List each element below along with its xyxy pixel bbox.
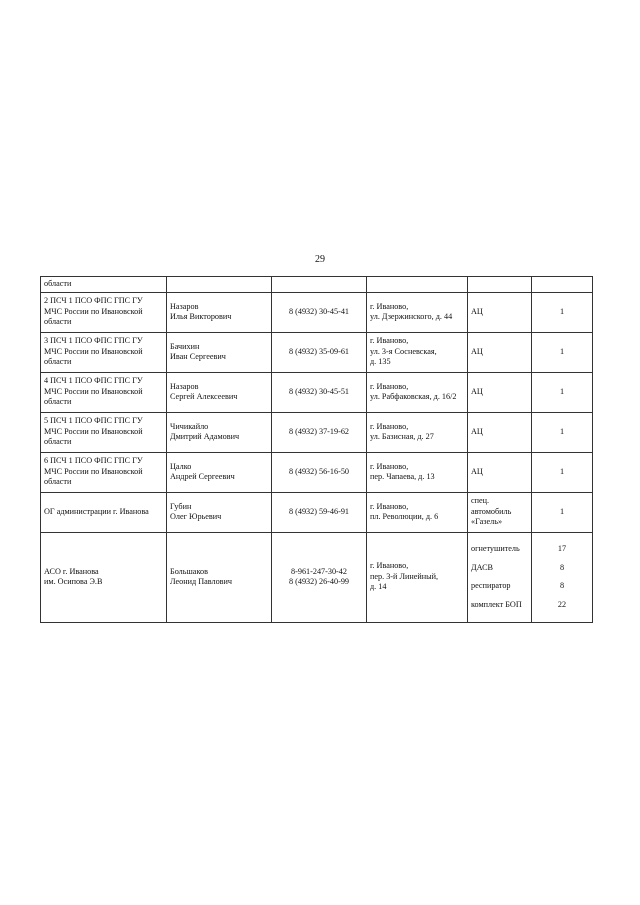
organization-line: МЧС России по Ивановской — [44, 386, 143, 396]
equipment-cell — [468, 532, 532, 622]
organization-line: области — [44, 477, 72, 487]
responsible-person-cell — [167, 412, 272, 452]
address-cell — [367, 412, 468, 452]
quantity-cell — [532, 292, 593, 332]
organization-cell — [41, 492, 167, 532]
phone-line: 8 (4932) 30-45-41 — [288, 306, 350, 316]
phone-line: 8 (4932) 56-16-50 — [288, 466, 350, 476]
address-line: пер. 3-й Линейный, — [370, 571, 439, 581]
equipment-line: АЦ — [471, 386, 483, 396]
quantity-cell — [532, 412, 593, 452]
equipment-line: автомобиль — [471, 506, 512, 516]
organization-line: МЧС России по Ивановской — [44, 306, 143, 316]
equipment-line: АЦ — [471, 306, 483, 316]
responsible-person-line: Сергей Алексеевич — [170, 392, 238, 401]
phone-cell — [272, 372, 367, 412]
address-line: г. Иваново, — [370, 461, 409, 471]
organization-cell — [41, 372, 167, 412]
phone-line: 8-961-247-30-42 — [291, 566, 347, 576]
table-row — [41, 492, 593, 532]
equipment-line: ДАСВ — [471, 562, 494, 572]
address-line: г. Иваново, — [370, 501, 409, 511]
organization-line: ОГ администрации г. Иванова — [44, 506, 149, 516]
organization-cell — [41, 292, 167, 332]
responsible-person-cell — [167, 492, 272, 532]
organization-cell — [41, 452, 167, 492]
organization-cell — [41, 532, 167, 622]
address-line: д. 14 — [370, 582, 387, 592]
equipment-line: комплект БОП — [471, 599, 522, 609]
organization-line: МЧС России по Ивановской — [44, 346, 143, 356]
responsible-person-cell — [167, 372, 272, 412]
equipment-line: спец. — [471, 496, 490, 506]
equipment-line: огнетушитель — [471, 544, 520, 553]
table-row — [41, 292, 593, 332]
organization-line: 6 ПСЧ 1 ПСО ФПС ГПС ГУ — [44, 456, 143, 466]
organization-cell — [41, 332, 167, 372]
table-body — [41, 277, 593, 623]
responsible-person-cell — [167, 292, 272, 332]
equipment-cell — [468, 492, 532, 532]
responsible-person-cell — [167, 532, 272, 622]
equipment-cell — [468, 452, 532, 492]
phone-line: 8 (4932) 35-09-61 — [288, 346, 350, 356]
address-line: ул. 3-я Сосневская, — [370, 346, 437, 356]
address-line: г. Иваново, — [370, 421, 409, 431]
responsible-person-line: Назаров — [170, 381, 199, 391]
responsible-person-line: Назаров — [170, 301, 199, 311]
organization-line: МЧС России по Ивановской — [44, 426, 143, 436]
equipment-cell — [468, 332, 532, 372]
quantity-line: 1 — [559, 346, 565, 356]
phone-cell — [272, 332, 367, 372]
responsible-person-line: Андрей Сергеевич — [170, 472, 235, 481]
address-cell — [367, 332, 468, 372]
responsible-person-line: Большаков — [170, 566, 208, 576]
responsible-person-line: Цалко — [170, 461, 192, 471]
phone-line: 8 (4932) 30-45-51 — [288, 386, 350, 396]
organization-line: им. Осипова Э.В — [44, 577, 103, 586]
quantity-line: 17 — [557, 544, 567, 553]
quantity-line: 1 — [559, 506, 565, 516]
address-line: г. Иваново, — [370, 301, 409, 311]
table-row — [41, 452, 593, 492]
responsible-person-line: Леонид Павлович — [170, 577, 233, 586]
quantity-cell — [532, 452, 593, 492]
quantity-line: 22 — [557, 599, 567, 609]
responsible-person-line: Бачихин — [170, 341, 200, 351]
address-cell — [367, 292, 468, 332]
phone-cell — [272, 412, 367, 452]
equipment-cell — [468, 412, 532, 452]
address-cell — [367, 277, 468, 293]
address-line: пер. Чапаева, д. 13 — [370, 472, 435, 481]
table-row — [41, 372, 593, 412]
quantity-line: 1 — [559, 426, 565, 436]
quantity-cell — [532, 277, 593, 293]
responsible-person-line: Дмитрий Адамович — [170, 432, 240, 441]
equipment-line: АЦ — [471, 346, 483, 356]
address-cell — [367, 372, 468, 412]
address-line: г. Иваново, — [370, 381, 409, 391]
responsible-person-cell — [167, 277, 272, 293]
organization-line: АСО г. Иванова — [44, 566, 99, 576]
organization-line: 3 ПСЧ 1 ПСО ФПС ГПС ГУ — [44, 336, 143, 346]
quantity-cell — [532, 332, 593, 372]
responsible-person-line: Илья Викторович — [170, 312, 232, 321]
organization-line: 4 ПСЧ 1 ПСО ФПС ГПС ГУ — [44, 376, 143, 386]
organization-line: МЧС России по Ивановской — [44, 466, 143, 476]
phone-line: 8 (4932) 37-19-62 — [288, 426, 350, 436]
quantity-line: 8 — [559, 562, 565, 572]
address-line: ул. Базисная, д. 27 — [370, 432, 434, 441]
address-cell — [367, 452, 468, 492]
phone-cell — [272, 532, 367, 622]
organization-line: области — [44, 279, 72, 288]
table-row — [41, 277, 593, 293]
quantity-cell — [532, 532, 593, 622]
phone-cell — [272, 492, 367, 532]
phone-cell — [272, 452, 367, 492]
phone-line: 8 (4932) 59-46-91 — [288, 506, 350, 516]
organization-line: 5 ПСЧ 1 ПСО ФПС ГПС ГУ — [44, 416, 143, 426]
page-number: 29 — [315, 254, 325, 265]
responsible-person-line: Чичикайло — [170, 421, 209, 431]
address-line: д. 135 — [370, 357, 391, 367]
quantity-line: 1 — [559, 386, 565, 396]
equipment-cell — [468, 277, 532, 293]
equipment-line: АЦ — [471, 426, 483, 436]
table-row — [41, 412, 593, 452]
responsible-person-line: Губин — [170, 501, 192, 511]
resources-table — [40, 276, 593, 623]
quantity-line: 8 — [559, 581, 565, 590]
organization-line: области — [44, 437, 72, 447]
organization-line: области — [44, 357, 72, 367]
equipment-cell — [468, 372, 532, 412]
responsible-person-line: Иван Сергеевич — [170, 352, 226, 361]
address-line: пл. Революции, д. 6 — [370, 512, 439, 521]
equipment-line: АЦ — [471, 466, 483, 476]
responsible-person-cell — [167, 452, 272, 492]
quantity-cell — [532, 492, 593, 532]
phone-cell — [272, 292, 367, 332]
address-cell — [367, 532, 468, 622]
address-cell — [367, 492, 468, 532]
address-line: г. Иваново, — [370, 561, 409, 571]
organization-line: области — [44, 317, 72, 327]
phone-cell — [272, 277, 367, 293]
equipment-line: «Газель» — [471, 517, 503, 527]
equipment-cell — [468, 292, 532, 332]
quantity-line: 1 — [559, 466, 565, 476]
equipment-line: респиратор — [471, 581, 511, 590]
organization-line: 2 ПСЧ 1 ПСО ФПС ГПС ГУ — [44, 296, 143, 306]
responsible-person-line: Олег Юрьевич — [170, 512, 222, 521]
address-line: г. Иваново, — [370, 336, 409, 346]
address-line: ул. Рабфаковская, д. 16/2 — [370, 392, 457, 401]
organization-line: области — [44, 397, 72, 407]
phone-line: 8 (4932) 26-40-99 — [288, 577, 350, 586]
table-row — [41, 332, 593, 372]
quantity-cell — [532, 372, 593, 412]
address-line: ул. Дзержинского, д. 44 — [370, 312, 453, 321]
organization-cell — [41, 277, 167, 293]
table-row — [41, 532, 593, 622]
organization-cell — [41, 412, 167, 452]
quantity-line: 1 — [559, 306, 565, 316]
responsible-person-cell — [167, 332, 272, 372]
